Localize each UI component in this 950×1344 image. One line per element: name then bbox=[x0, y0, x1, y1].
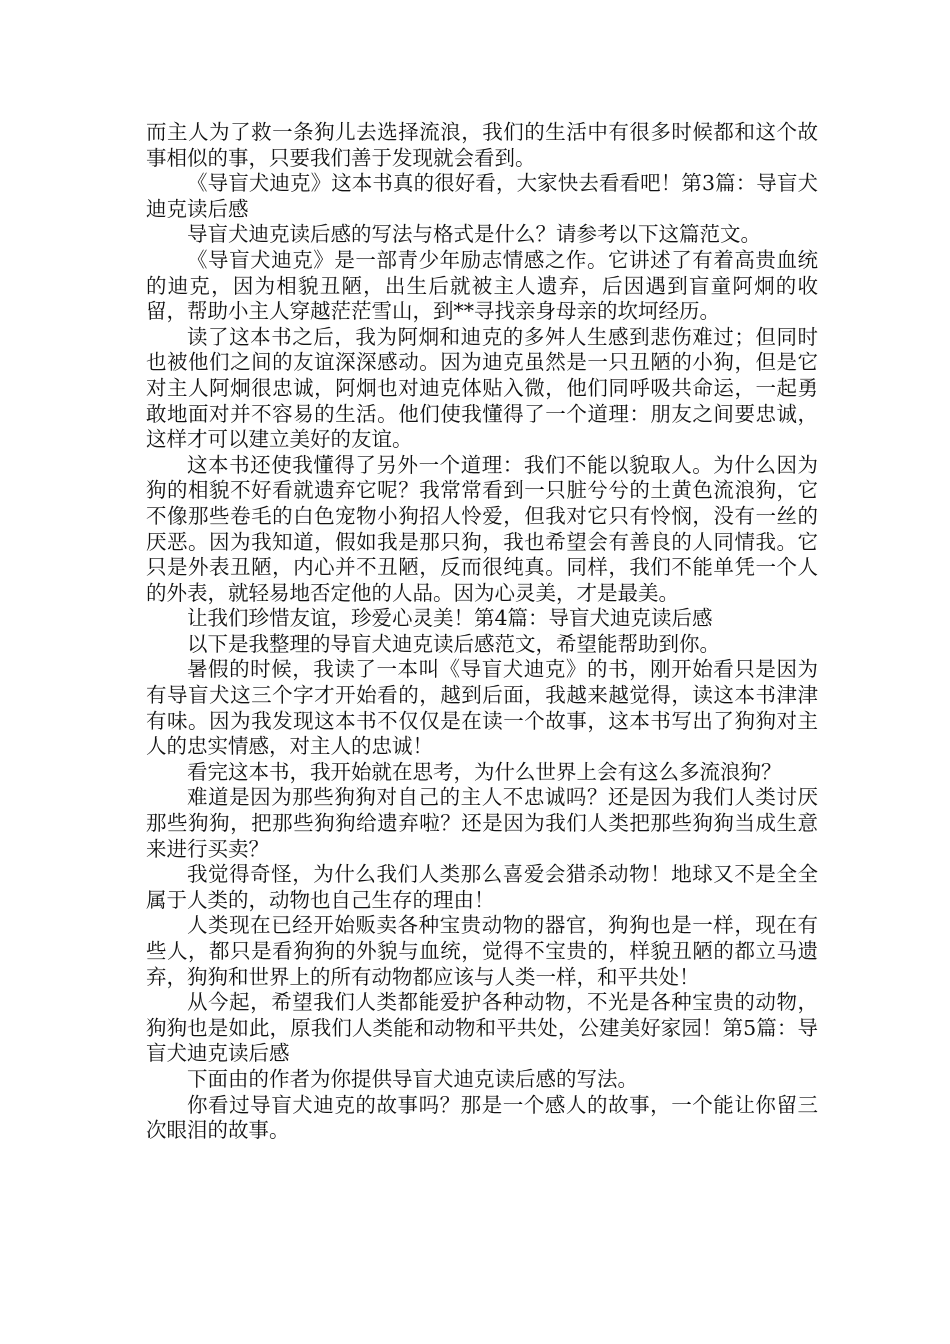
paragraph-friendship: 读了这本书之后，我为阿炯和迪克的多舛人生感到悲伤难过；但同时也被他们之间的友谊深深感动。因为迪克虽然是一只丑陋的小狗，但是它对主人阿炯很忠诚，阿炯也对迪克体贴入微，他们同呼吸共命运，一起勇敢地面对并不容易的生活。他们使我懂得了一个道理：朋友之间要忠诚，这样才可以建立美好的友谊。 bbox=[146, 324, 818, 452]
paragraph-summer-reading: 暑假的时候，我读了一本叫《导盲犬迪克》的书，刚开始看只是因为有导盲犬这三个字才开始看的，越到后面，我越来越觉得，读这本书津津有味。因为我发现这本书不仅仅是在读一个故事，这本书写出了狗狗对主人的忠实情感，对主人的忠诚！ bbox=[146, 657, 818, 759]
paragraph-intro-4: 以下是我整理的导盲犬迪克读后感范文，希望能帮助到你。 bbox=[187, 631, 720, 656]
paragraph-continuation: 而主人为了救一条狗儿去选择流浪，我们的生活中有很多时候都和这个故事相似的事，只要我们善于发现就会看到。 bbox=[146, 120, 818, 170]
paragraph-appearance: 这本书还使我懂得了另外一个道理：我们不能以貌取人。为什么因为狗的相貌不好看就遗弃它呢？我常常看到一只脏兮兮的土黄色流浪狗，它不像那些卷毛的白色宠物小狗招人怜爱，但我对它只有怜悯，没有一丝的厌恶。因为我知道，假如我是那只狗，我也希望会有善良的人同情我。它只是外表丑陋，内心并不丑陋，反而很纯真。同样，我们不能单凭一个人的外表，就轻易地否定他的人品。因为心灵美，才是最美。 bbox=[146, 452, 818, 605]
paragraph-recommendation: 《导盲犬迪克》这本书真的很好看，大家快去看看吧！第3篇：导盲犬迪克读后感 bbox=[146, 171, 818, 221]
paragraph-questions: 难道是因为那些狗狗对自己的主人不忠诚吗？还是因为我们人类讨厌那些狗狗，把那些狗狗给遗弃啦？还是因为我们人类把那些狗狗当成生意来进行买卖？ bbox=[146, 785, 818, 861]
document-page bbox=[146, 120, 818, 1144]
paragraph-hunting: 我觉得奇怪，为什么我们人类那么喜爱会猎杀动物！地球又不是全全属于人类的，动物也自己生存的理由！ bbox=[146, 862, 818, 912]
paragraph-intro-5: 下面由的作者为你提供导盲犬迪克读后感的写法。 bbox=[187, 1066, 638, 1091]
paragraph-question-story: 你看过导盲犬迪克的故事吗？那是一个感人的故事，一个能让你留三次眼泪的故事。 bbox=[146, 1092, 818, 1143]
paragraph-book-summary: 《导盲犬迪克》是一部青少年励志情感之作。它讲述了有着高贵血统的迪克，因为相貌丑陋，出生后就被主人遗弃，后因遇到盲童阿炯的收留，帮助小主人穿越茫茫雪山，到**寻找亲身母亲的坎坷经历。 bbox=[146, 247, 818, 324]
paragraph-organ-trade: 人类现在已经开始贩卖各种宝贵动物的器官，狗狗也是一样，现在有些人，都只是看狗狗的外貌与血统，觉得不宝贵的，样貌丑陋的都立马遗弃，狗狗和世界上的所有动物都应该与人类一样，和平共处！ bbox=[146, 913, 818, 989]
paragraph-intro-3: 导盲犬迪克读后感的写法与格式是什么？请参考以下这篇范文。 bbox=[187, 222, 761, 247]
paragraph-stray-dogs: 看完这本书，我开始就在思考，为什么世界上会有这么多流浪狗？ bbox=[187, 759, 782, 784]
paragraph-hope: 从今起，希望我们人类都能爱护各种动物，不光是各种宝贵的动物，狗狗也是如此，原我们人类能和动物和平共处，公建美好家园！第5篇：导盲犬迪克读后感 bbox=[146, 990, 818, 1066]
paragraph-closing-3: 让我们珍惜友谊，珍爱心灵美！第4篇：导盲犬迪克读后感 bbox=[187, 606, 713, 631]
